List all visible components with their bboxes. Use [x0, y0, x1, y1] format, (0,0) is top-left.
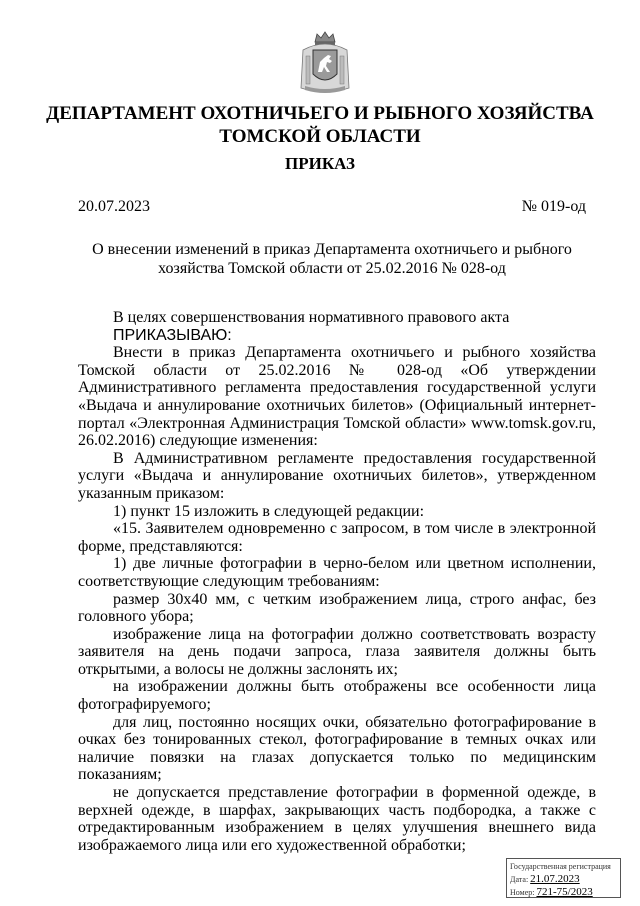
- stamp-date-label: Дата:: [510, 875, 529, 884]
- stamp-number-value: 721-75/2023: [536, 886, 593, 898]
- body-paragraph: для лиц, постоянно носящих очки, обязательно фотографирование в очках без тонированных стекол, фотографирование в темных очках или наличие повязки на глазах допускается только по медицинским показаниям;: [78, 713, 596, 784]
- body-paragraph: 1) пункт 15 изложить в следующей редакции:: [113, 502, 425, 520]
- order-subject: О внесении изменений в приказ Департамента охотничьего и рыбного хозяйства Томской области от 25.02.2016 № 028-од: [92, 241, 572, 277]
- stamp-date-value: 21.07.2023: [530, 873, 580, 885]
- department-name-line2: ТОМСКОЙ ОБЛАСТИ: [219, 126, 421, 147]
- stamp-number-label: Номер:: [510, 888, 535, 897]
- body-paragraph: на изображении должны быть отображены все особенности лица фотографируемого;: [78, 678, 596, 714]
- body-paragraph: В Административном регламенте предоставления государственной услуги «Выдача и аннулирование охотничьих билетов», утвержденном указанным приказом:: [78, 449, 596, 502]
- order-body: [78, 309, 596, 854]
- department-name-line1: ДЕПАРТАМЕНТ ОХОТНИЧЬЕГО И РЫБНОГО ХОЗЯЙСТВА: [46, 103, 594, 124]
- order-date: 20.07.2023: [78, 198, 150, 215]
- body-paragraph: «15. Заявителем одновременно с запросом, в том числе в электронной форме, представляются:: [78, 520, 596, 555]
- order-directive: ПРИКАЗЫВАЮ:: [113, 326, 232, 344]
- coat-of-arms-icon: [297, 30, 353, 96]
- document-type: ПРИКАЗ: [285, 154, 355, 173]
- body-paragraph: размер 30х40 мм, с четким изображением лица, строго анфас, без головного убора;: [78, 590, 596, 626]
- body-paragraph: изображение лица на фотографии должно соответствовать возрасту заявителя на день подачи запроса, глаза заявителя должны быть открытыми, а волосы не должны заслонять их;: [78, 625, 596, 678]
- registration-stamp: [506, 858, 621, 898]
- stamp-title: Государственная регистрация: [510, 862, 611, 871]
- body-paragraph: не допускается представление фотографии в форменной одежде, в верхней одежде, в шарфах, закрывающих часть подбородка, а также с отредактированным изображением в целях улучшения внешнего вида изображаемого лица или его художественной обработки;: [78, 784, 596, 854]
- body-paragraph: Внести в приказ Департамента охотничьего и рыбного хозяйства Томской области от 25.02.2016 № 028-од «Об утверждении Административного регламента предоставления государственной услуги «Выдача и аннулирование охотничьих билетов» (Официальный интернет-портал «Электронная Администрация Томской области» www.tomsk.gov.ru, 26.02.2016) следующие изменения:: [78, 344, 596, 450]
- order-number: № 019-од: [521, 198, 586, 215]
- body-paragraph: 1) две личные фотографии в черно-белом или цветном исполнении, соответствующие следующим требованиям:: [78, 555, 596, 590]
- body-paragraph: В целях совершенствования нормативного правового акта: [113, 309, 510, 326]
